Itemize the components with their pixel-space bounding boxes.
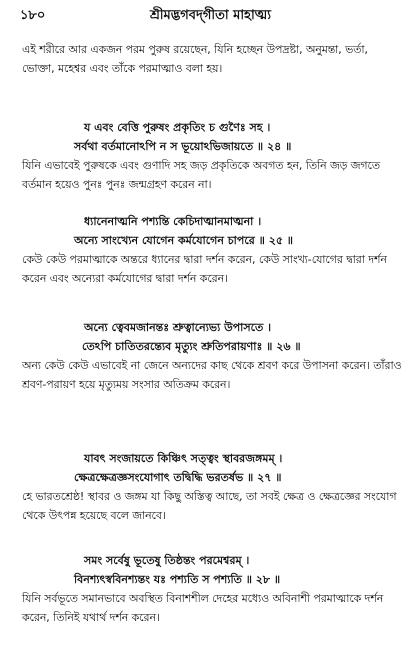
verse-24 <box>22 118 402 156</box>
translation-27: হে ভারতশ্রেষ্ঠ! স্থাবর ও জঙ্গম যা কিছু অস্তিত্ব আছে, তা সবই ক্ষেত্র ও ক্ষেত্রজ্ঞের সংযোগ থেকে উৎপন্ন হয়েছে বলে জানবে। <box>22 490 397 522</box>
verse-25 <box>22 212 402 250</box>
verse-line: অন্যে ত্বেবমজানন্তঃ শ্রুত্বান্যেভ্য উপাসতে । <box>84 321 272 334</box>
verse-line: বিনশ্যৎস্ববিনশ্যন্তং যঃ পশ্যতি স পশ্যতি ॥ ২৮ ॥ <box>74 573 281 586</box>
running-title: শ্রীমদ্ভগবদ্‌গীতা মাহাত্ম্য <box>149 8 272 23</box>
verse-line: সর্বথা বর্তমানোঽপি ন স ভূয়োঽভিজায়তে ॥ ২৪ ॥ <box>74 140 292 153</box>
translation-26: অন্য কেউ কেউ এভাবেই না জেনে অন্যদের কাছ থেকে শ্রবণ করে উপাসনা করেন। তাঁরাও শ্রবণ-পরায়ণ হয়ে মৃত্যুময় সংসার অতিক্রম করেন। <box>22 359 402 391</box>
page-number: ১৮০ <box>20 8 46 23</box>
verse-line: ধ্যানেনাত্মনি পশ্যন্তি কেচিদাত্মানমাত্মনা । <box>84 215 262 228</box>
verse-27 <box>22 449 402 487</box>
verse-line: যাবৎ সংজায়তে কিঞ্চিৎ সত্ত্বং স্থাবরজঙ্গমম্ । <box>84 452 283 465</box>
translation-28: যিনি সর্বভূতে সমানভাবে অবস্থিত বিনাশশীল দেহের মধ্যেও অবিনাশী পরমাত্মাকে দর্শন করেন, তিনিই যথার্থ দর্শন করেন। <box>22 592 384 624</box>
translation-24: যিনি এভাবেই পুরুষকে এবং গুণাদি সহ জড় প্রকৃতিকে অবগত হন, তিনি জড় জগতে বর্তমান হয়েও পুনঃ পুনঃ জন্মগ্রহণ করেন না। <box>22 159 380 191</box>
intro-paragraph: এই শরীরে আর একজন পরম পুরুষ রয়েছেন, যিনি হচ্ছেন উপদ্রষ্টা, অনুমন্তা, ভর্তা, ভোক্তা, মহেশ্বর এবং তাঁকে পরমাত্মাও বলা হয়। <box>22 43 368 75</box>
page-header <box>20 6 401 26</box>
verse-28 <box>22 551 402 589</box>
verse-line: সমং সর্বেষু ভূতেষু তিষ্ঠন্তং পরমেশ্বরম্ । <box>84 554 250 567</box>
translation-25: কেউ কেউ পরমাত্মাকে অন্তরে ধ্যানের দ্বারা দর্শন করেন, কেউ সাংখ্য-যোগের দ্বারা দর্শন করেন এবং অন্যেরা কর্মযোগের দ্বারা দর্শন করেন। <box>22 253 387 285</box>
verse-line: য এবং বেত্তি পুরুষং প্রকৃতিং চ গুণৈঃ সহ । <box>84 121 271 134</box>
verse-26 <box>22 318 402 356</box>
verse-line: তেঽপি চাতিতরন্ত্যেব মৃত্যুং শ্রুতিপরায়ণাঃ ॥ ২৬ ॥ <box>82 340 301 353</box>
verse-line: ক্ষেত্রক্ষেত্রজ্ঞসংযোগাৎ তদ্বিদ্ধি ভরতর্ষভ ॥ ২৭ ॥ <box>74 471 282 484</box>
verse-line: অন্যে সাংখ্যেন যোগেন কর্মযোগেন চাপরে ॥ ২৫ ॥ <box>74 234 294 247</box>
